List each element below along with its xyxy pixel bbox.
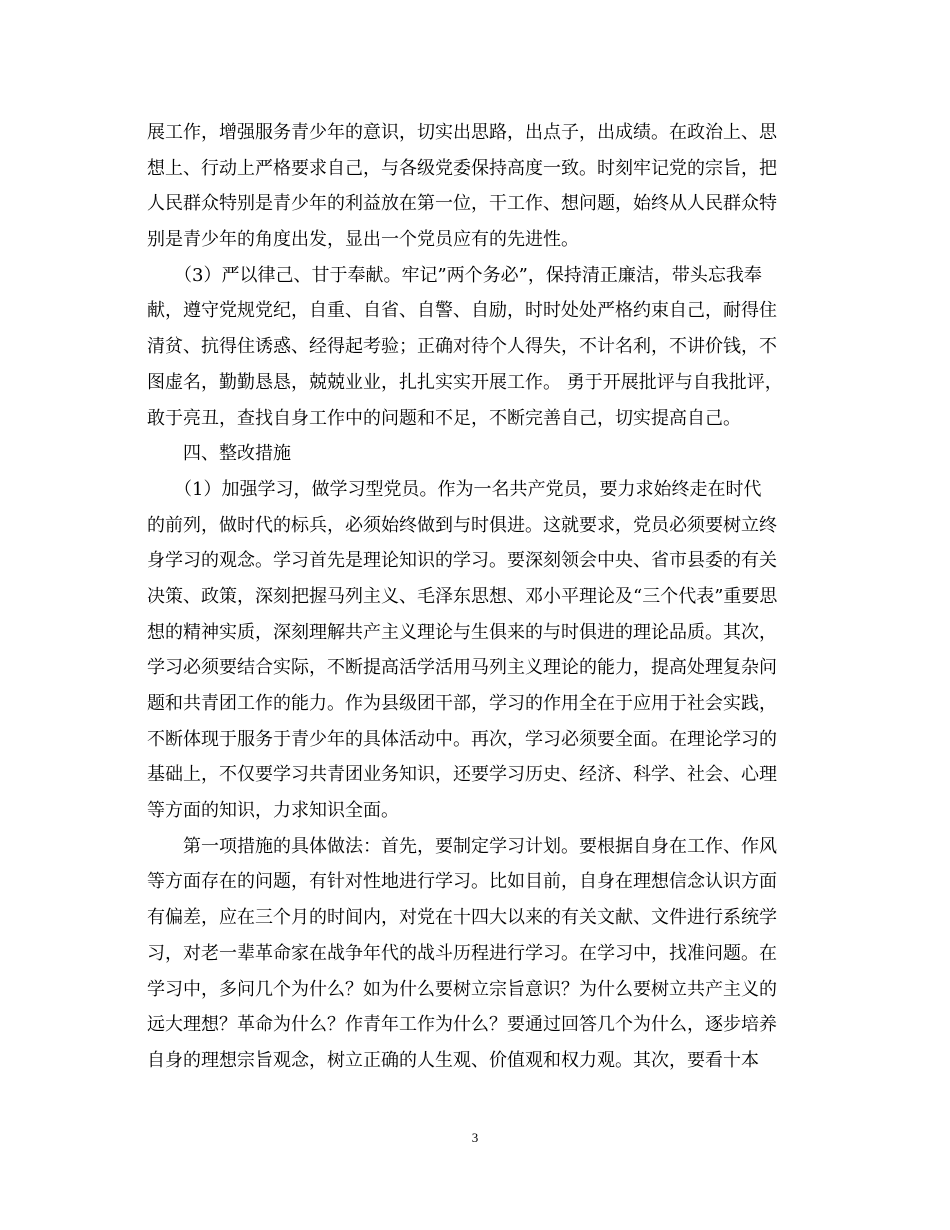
text-line: 献，遵守党规党纪，自重、自省、自警、自励，时时处处严格约束自己，耐得住 bbox=[147, 300, 777, 322]
text-line: （1）加强学习，做学习型党员。作为一名共产党员，要力求始终走在时代 bbox=[147, 478, 762, 500]
text-line: 第一项措施的具体做法：首先，要制定学习计划。要根据自身在工作、作风 bbox=[147, 835, 777, 857]
text-line: 不断体现于服务于青少年的具体活动中。再次，学习必须要全面。在理论学习的 bbox=[147, 728, 777, 750]
text-line: 学习中，多问几个为什么？如为什么要树立宗旨意识？为什么要树立共产主义的 bbox=[147, 978, 777, 1000]
text-line: 别是青少年的角度出发，显出一个党员应有的先进性。 bbox=[147, 229, 579, 251]
text-line: 敢于亮丑，查找自身工作中的问题和不足，不断完善自己，切实提高自己。 bbox=[147, 407, 741, 429]
document-body bbox=[147, 115, 803, 1079]
text-line: 展工作，增强服务青少年的意识，切实出思路，出点子，出成绩。在政治上、思 bbox=[147, 122, 777, 143]
text-line: 身学习的观念。学习首先是理论知识的学习。要深刻领会中央、省市县委的有关 bbox=[147, 550, 777, 572]
text-line: 学习必须要结合实际，不断提高活学活用马列主义理论的能力，提高处理复杂问 bbox=[147, 657, 777, 679]
text-line: 想上、行动上严格要求自己，与各级党委保持高度一致。时刻牢记党的宗旨，把 bbox=[147, 157, 777, 179]
text-line: 有偏差，应在三个月的时间内，对党在十四大以来的有关文献、文件进行系统学 bbox=[147, 907, 777, 929]
text-line: 自身的理想宗旨观念，树立正确的人生观、价值观和权力观。其次，要看十本 bbox=[147, 1049, 759, 1071]
text-line: 人民群众特别是青少年的利益放在第一位，干工作、想问题，始终从人民群众特 bbox=[147, 193, 777, 215]
text-line: （3）严以律己、甘于奉献。牢记”两个务必”，保持清正廉洁，带头忘我奉 bbox=[147, 264, 762, 286]
text-line: 想的精神实质，深刻理解共产主义理论与生俱来的与时俱进的理论品质。其次， bbox=[147, 621, 777, 643]
section-heading: 四、整改措施 bbox=[147, 443, 291, 465]
page-number: 3 bbox=[471, 1130, 479, 1145]
text-line: 习，对老一辈革命家在战争年代的战斗历程进行学习。在学习中，找准问题。在 bbox=[147, 942, 777, 964]
text-line: 题和共青团工作的能力。作为县级团干部，学习的作用全在于应用于社会实践， bbox=[147, 693, 777, 714]
text-line: 远大理想？革命为什么？作青年工作为什么？要通过回答几个为什么，逐步培养 bbox=[147, 1014, 777, 1036]
text-line: 等方面存在的问题，有针对性地进行学习。比如目前，自身在理想信念认识方面 bbox=[147, 871, 777, 893]
text-line: 图虚名，勤勤恳恳，兢兢业业，扎扎实实开展工作。 勇于开展批评与自我批评， bbox=[147, 371, 783, 393]
text-line: 基础上，不仅要学习共青团业务知识，还要学习历史、经济、科学、社会、心理 bbox=[147, 764, 777, 786]
text-line: 清贫、抗得住诱惑、经得起考验；正确对待个人得失，不计名利，不讲价钱，不 bbox=[147, 336, 777, 358]
text-line: 的前列，做时代的标兵，必须始终做到与时俱进。这就要求，党员必须要树立终 bbox=[147, 514, 777, 536]
text-line: 等方面的知识，力求知识全面。 bbox=[147, 800, 399, 822]
text-line: 决策、政策，深刻把握马列主义、毛泽东思想、邓小平理论及“三个代表”重要思 bbox=[147, 585, 778, 607]
